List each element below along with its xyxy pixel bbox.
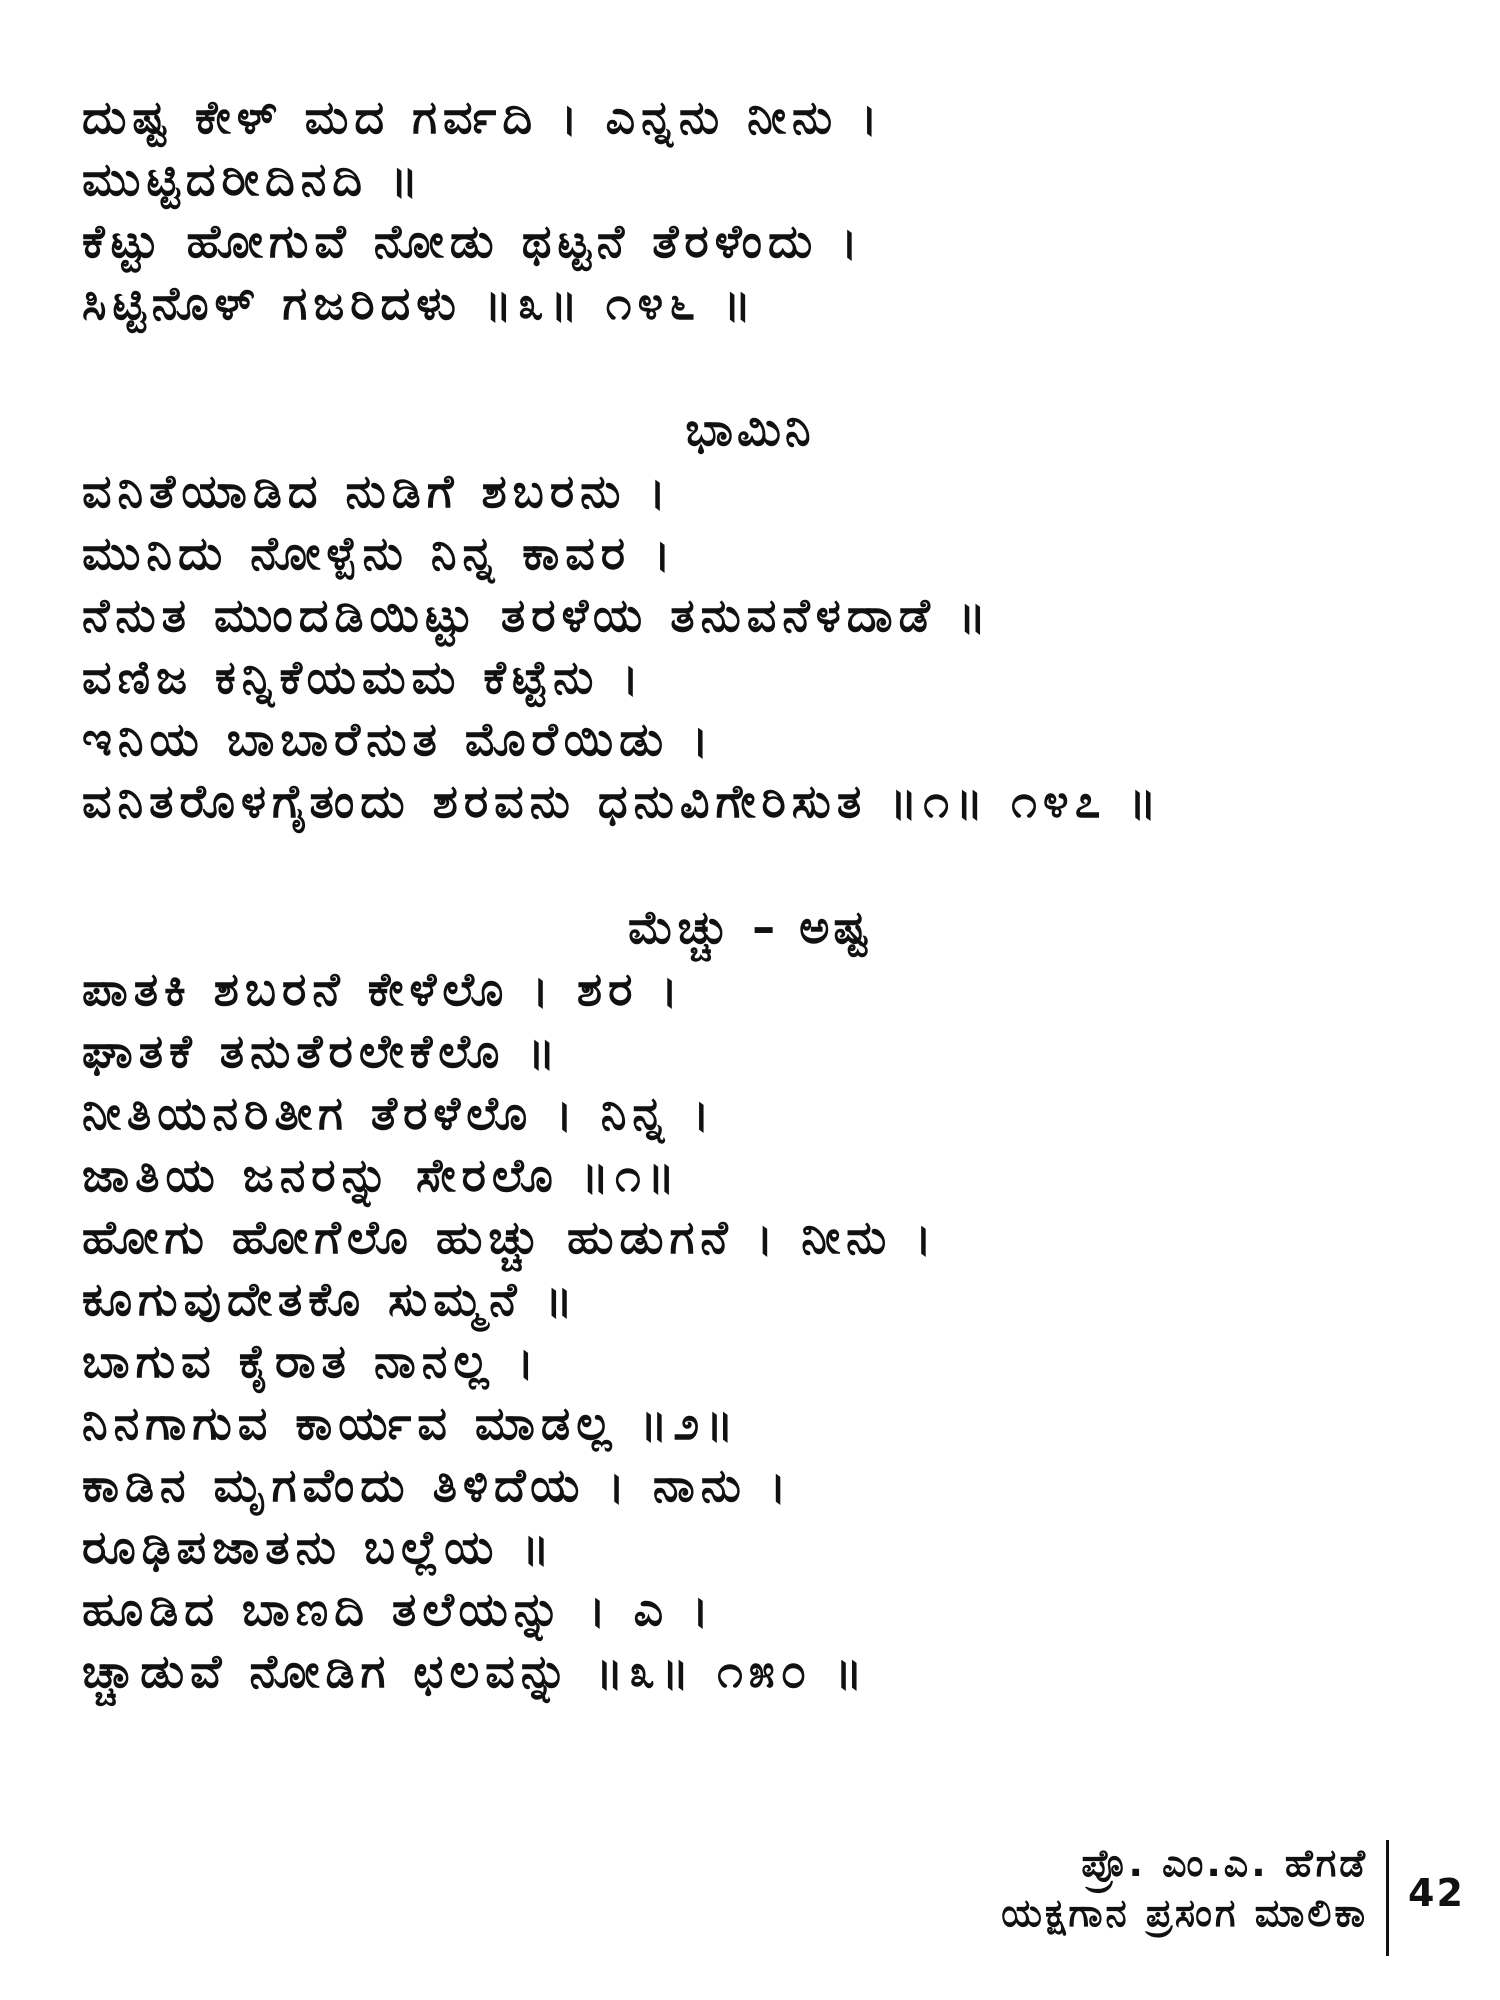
verse-line: ಚ್ಚಾಡುವೆ ನೋಡಿಗ ಛಲವನ್ನು ॥೩॥ ೧೫೦ ॥ — [82, 1644, 869, 1698]
footer-author: ಪ್ರೊ. ಎಂ.ಎ. ಹೆಗಡೆ — [1081, 1841, 1368, 1885]
verse-line: ಕಾಡಿನ ಮೃಗವೆಂದು ತಿಳಿದೆಯ । ನಾನು । — [82, 1458, 793, 1512]
verse-line: ನೀತಿಯನರಿತೀಗ ತೆರಳೆಲೊ । ನಿನ್ನ । — [82, 1086, 716, 1140]
verse-line: ಘಾತಕೆ ತನುತೆರಲೇಕೆಲೊ ॥ — [82, 1024, 562, 1078]
verse-line: ಮುಟ್ಟಿದರೀದಿನದಿ ॥ — [82, 152, 425, 206]
verse-line: ಸಿಟ್ಟಿನೊಳ್ ಗಜರಿದಳು ॥೩॥ ೧೪೬ ॥ — [82, 276, 758, 330]
footer-book-title: ಯಕ್ಷಗಾನ ಪ್ರಸಂಗ ಮಾಲಿಕಾ — [1001, 1891, 1368, 1935]
footer-divider — [1386, 1840, 1389, 1956]
verse-line: ನಿನಗಾಗುವ ಕಾರ್ಯವ ಮಾಡಲ್ಲ ॥೨॥ — [82, 1396, 740, 1450]
verse-line: ನೆನುತ ಮುಂದಡಿಯಿಟ್ಟು ತರಳೆಯ ತನುವನೆಳದಾಡೆ ॥ — [82, 588, 992, 642]
verse-line: ಇನಿಯ ಬಾಬಾರೆನುತ ಮೊರೆಯಿಡು । — [82, 712, 715, 766]
verse-line: ವನಿತರೊಳಗೈತಂದು ಶರವನು ಧನುವಿಗೇರಿಸುತ ॥೧॥ ೧೪೭ ॥ — [82, 774, 1163, 828]
verse-line: ವಣಿಜ ಕನ್ನಿಕೆಯಮಮ ಕೆಟ್ಟೆನು । — [82, 650, 645, 704]
page-footer — [1001, 1838, 1368, 1938]
verse-line: ಬಾಗುವ ಕೈರಾತ ನಾನಲ್ಲ । — [82, 1334, 541, 1388]
verse-line: ಹೋಗು ಹೋಗೆಲೊ ಹುಚ್ಚು ಹುಡುಗನೆ । ನೀನು । — [82, 1210, 938, 1264]
section-heading-mechchu-ashta: ಮೆಚ್ಚು – ಅಷ್ಟ — [627, 900, 873, 954]
verse-line: ಕೆಟ್ಟು ಹೋಗುವೆ ನೋಡು ಥಟ್ಟನೆ ತೆರಳೆಂದು । — [82, 214, 864, 268]
verse-line: ವನಿತೆಯಾಡಿದ ನುಡಿಗೆ ಶಬರನು । — [82, 464, 672, 518]
verse-line: ಕೂಗುವುದೇತಕೊ ಸುಮ್ಮನೆ ॥ — [82, 1272, 579, 1326]
verse-line: ಹೂಡಿದ ಬಾಣದಿ ತಲೆಯನ್ನು । ಎ । — [82, 1582, 715, 1636]
page-number: 42 — [1408, 1871, 1465, 1915]
verse-line: ಜಾತಿಯ ಜನರನ್ನು ಸೇರಲೊ ॥೧॥ — [82, 1148, 681, 1202]
verse-line: ಮುನಿದು ನೋಳ್ಪೆನು ನಿನ್ನ ಕಾವರ । — [82, 526, 677, 580]
section-heading-bhamini: ಭಾಮಿನಿ — [685, 402, 815, 456]
verse-line: ಪಾತಕಿ ಶಬರನೆ ಕೇಳೆಲೊ । ಶರ । — [82, 962, 684, 1016]
verse-line: ದುಷ್ಟ ಕೇಳ್ ಮದ ಗರ್ವದಿ । ಎನ್ನನು ನೀನು । — [82, 90, 884, 144]
verse-line: ರೂಢಿಪಜಾತನು ಬಲ್ಲೆಯ ॥ — [82, 1520, 556, 1574]
